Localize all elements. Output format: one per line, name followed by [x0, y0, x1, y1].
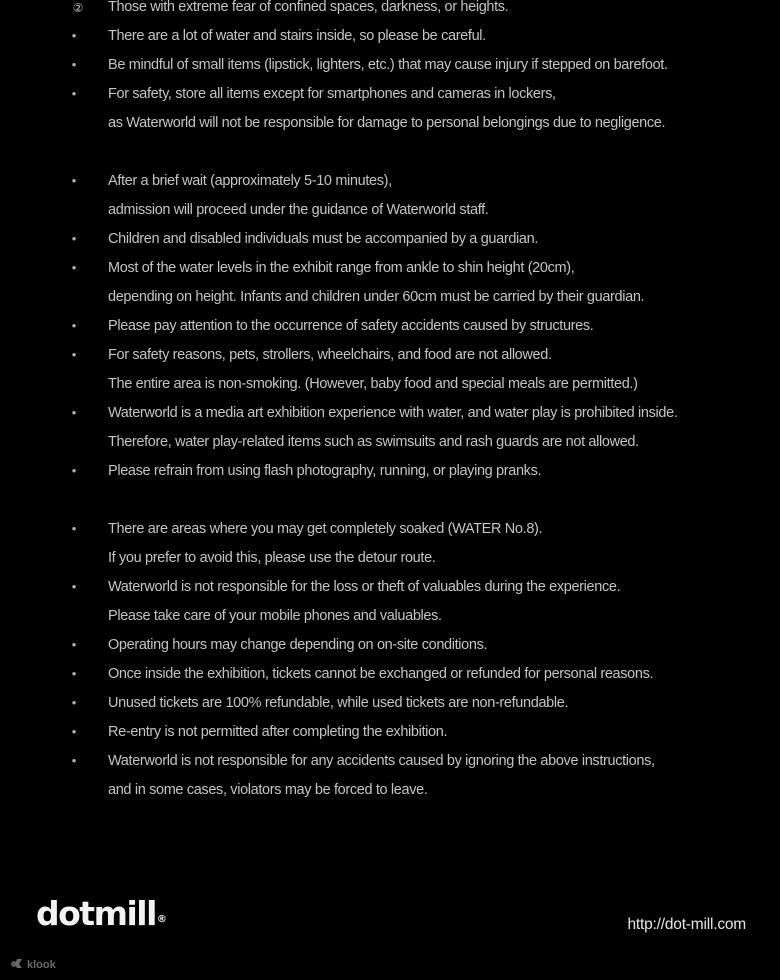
bullet-marker: •: [71, 521, 77, 536]
klook-icon: [10, 957, 24, 973]
logo-text: dotmill: [36, 894, 156, 933]
website-url[interactable]: http://dot-mill.com: [627, 916, 746, 933]
notice-line: Once inside the exhibition, tickets cannot be exchanged or refunded for personal reasons.: [108, 666, 654, 682]
notice-line: For safety reasons, pets, strollers, wheelchairs, and food are not allowed.: [108, 347, 552, 363]
bullet-marker: •: [71, 231, 77, 246]
notice-line: Re-entry is not permitted after completing the exhibition.: [108, 724, 448, 740]
bullet-marker: •: [71, 695, 77, 710]
notice-line: After a brief wait (approximately 5-10 minutes),: [108, 173, 392, 189]
notice-line: Waterworld is not responsible for the loss or theft of valuables during the experience.: [108, 579, 621, 595]
notice-line: Those with extreme fear of confined spaces, darkness, or heights.: [108, 0, 509, 15]
notice-line: If you prefer to avoid this, please use the detour route.: [108, 550, 436, 566]
notice-line: There are areas where you may get completely soaked (WATER No.8).: [108, 521, 543, 537]
notice-line: Most of the water levels in the exhibit range from ankle to shin height (20cm),: [108, 260, 575, 276]
notice-line: Children and disabled individuals must be accompanied by a guardian.: [108, 231, 539, 247]
klook-watermark: [10, 957, 56, 973]
notice-line: Therefore, water play-related items such as swimsuits and rash guards are not allowed.: [108, 434, 639, 450]
item-number-marker: ②: [72, 1, 84, 15]
notice-line: Waterworld is a media art exhibition experience with water, and water play is prohibited inside.: [108, 405, 678, 421]
bullet-marker: •: [71, 579, 77, 594]
notice-line: Unused tickets are 100% refundable, while used tickets are non-refundable.: [108, 695, 569, 711]
notice-line: Waterworld is not responsible for any accidents caused by ignoring the above instructions,: [108, 753, 655, 769]
bullet-marker: •: [71, 318, 77, 333]
notice-line: Be mindful of small items (lipstick, lighters, etc.) that may cause injury if stepped on barefoot.: [108, 57, 668, 73]
notice-line: There are a lot of water and stairs inside, so please be careful.: [108, 28, 486, 44]
bullet-marker: •: [71, 57, 77, 72]
notice-line: as Waterworld will not be responsible for damage to personal belongings due to negligence.: [108, 115, 666, 131]
bullet-marker: •: [71, 86, 77, 101]
notice-line: and in some cases, violators may be forced to leave.: [108, 782, 428, 798]
notice-line: Please pay attention to the occurrence of safety accidents caused by structures.: [108, 318, 594, 334]
bullet-marker: •: [71, 347, 77, 362]
registered-mark: ®: [156, 914, 167, 925]
notice-line: Operating hours may change depending on on-site conditions.: [108, 637, 488, 653]
bullet-marker: •: [71, 463, 77, 478]
notice-line: Please take care of your mobile phones and valuables.: [108, 608, 442, 624]
notice-line: admission will proceed under the guidance of Waterworld staff.: [108, 202, 489, 218]
notice-line: depending on height. Infants and children under 60cm must be carried by their guardian.: [108, 289, 645, 305]
notice-line: For safety, store all items except for smartphones and cameras in lockers,: [108, 86, 556, 102]
bullet-marker: •: [71, 637, 77, 652]
watermark-text: klook: [27, 958, 56, 971]
bullet-marker: •: [71, 753, 77, 768]
bullet-marker: •: [71, 666, 77, 681]
notice-line: Please refrain from using flash photography, running, or playing pranks.: [108, 463, 542, 479]
bullet-marker: •: [71, 260, 77, 275]
bullet-marker: •: [71, 173, 77, 188]
bullet-marker: •: [71, 405, 77, 420]
notice-line: The entire area is non-smoking. (However, baby food and special meals are permitted.): [108, 376, 638, 392]
bullet-marker: •: [71, 28, 77, 43]
bullet-marker: •: [71, 724, 77, 739]
dotmill-logo: [36, 894, 167, 934]
